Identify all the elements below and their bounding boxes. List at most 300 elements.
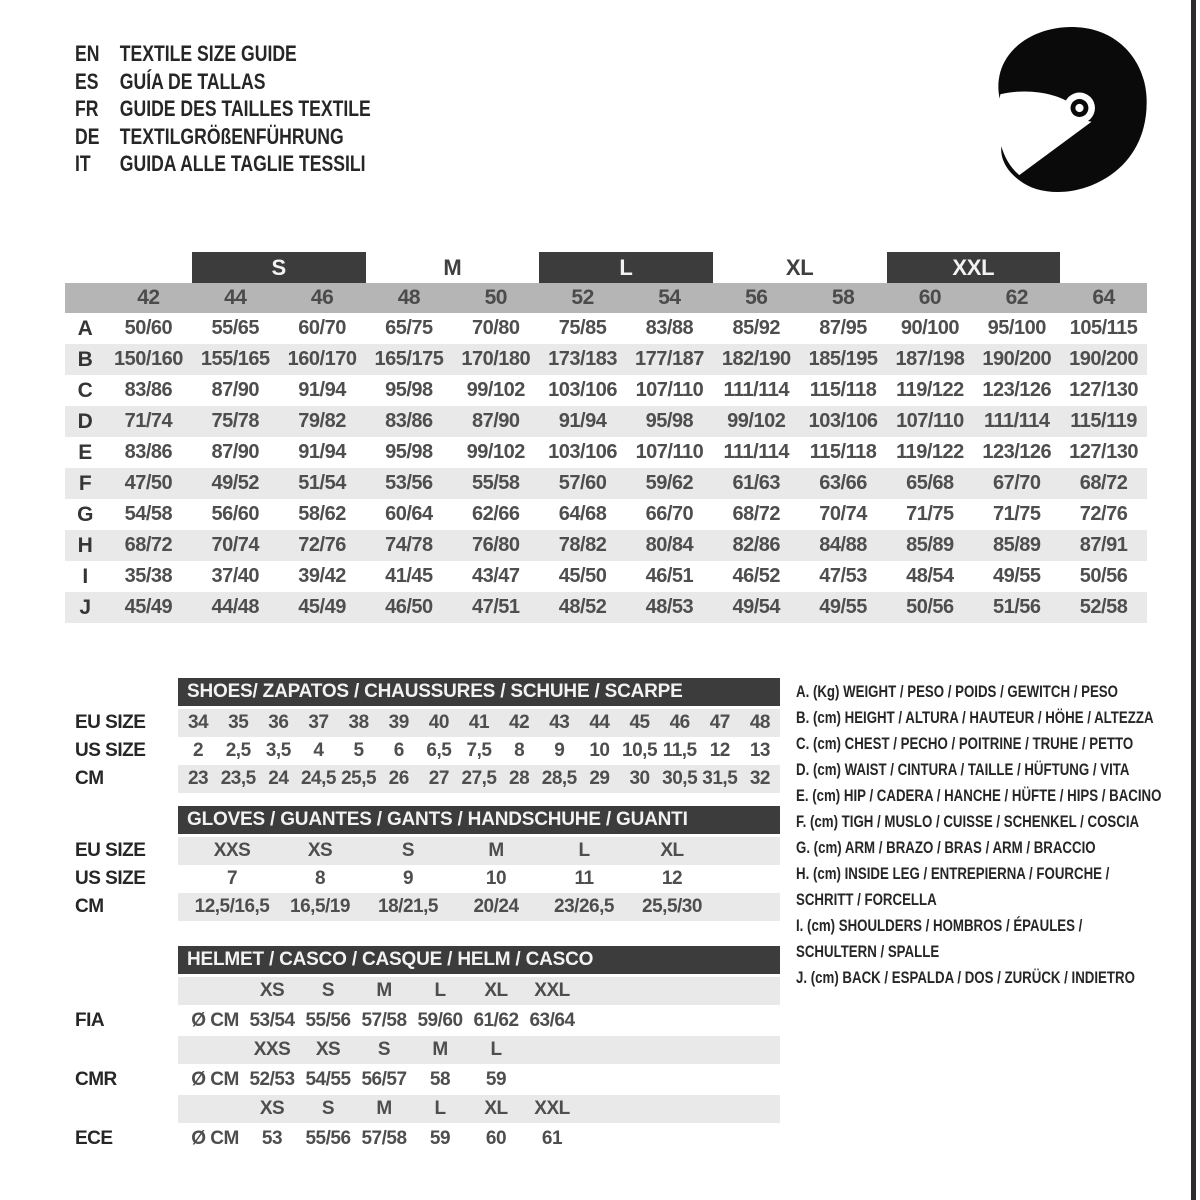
row-letter: F: [78, 471, 92, 495]
measurement-rows: [65, 313, 1147, 623]
table-cell: 42: [509, 712, 530, 733]
table-cell: 53/56: [385, 472, 433, 494]
legend-item: [796, 705, 1161, 731]
row-letter: I: [82, 564, 88, 588]
shoes-size-table: [75, 678, 780, 793]
table-cell: 51/56: [992, 596, 1041, 618]
row-cells: [178, 977, 780, 1005]
row-cells: [178, 765, 780, 793]
table-cell: 59: [429, 1127, 451, 1149]
table-cell: 2,5: [225, 740, 251, 761]
table-cell: 83/86: [124, 379, 173, 401]
table-cell: 78/82: [558, 534, 607, 556]
table-cell: 12,5/16,5: [194, 896, 270, 917]
standard-label: ECE: [75, 1127, 113, 1149]
row-cells: [178, 1123, 780, 1154]
table-cell: 127/130: [1069, 379, 1138, 401]
table-cell: 84/88: [819, 534, 867, 556]
diameter-label: Ø CM: [191, 1127, 239, 1149]
table-cell: XL: [484, 980, 508, 1001]
table-cell: 34: [187, 712, 209, 733]
table-cell: 91/94: [558, 410, 607, 432]
table-cell: 10,5: [622, 740, 658, 761]
table-cell: 62/66: [471, 503, 520, 525]
legend-line: SCHULTERN / SPALLE: [796, 942, 940, 961]
table-cell: 83/86: [385, 410, 433, 432]
legend-line: D. (cm) WAIST / CINTURA / TAILLE / HÜFTUNG / VITA: [796, 760, 1130, 779]
racing-helmet-icon: [973, 22, 1155, 194]
standard-label: FIA: [75, 1009, 105, 1031]
visor-pivot-center: [1075, 104, 1083, 112]
table-row: [65, 561, 1147, 592]
size-column-header: 60: [918, 286, 942, 309]
table-cell: 58/62: [298, 503, 346, 525]
table-cell: 115/118: [809, 441, 877, 463]
table-cell: XS: [307, 840, 333, 861]
row-letter: D: [77, 409, 93, 433]
table-cell: 187/198: [895, 348, 965, 370]
table-cell: 32: [749, 768, 770, 789]
helmet-size-row: [75, 1036, 780, 1064]
size-column-header: 62: [1005, 286, 1028, 309]
table-cell: M: [376, 1098, 392, 1119]
table-cell: 90/100: [900, 317, 959, 339]
table-cell: 54/58: [124, 503, 173, 525]
table-cell: 177/187: [635, 348, 704, 370]
table-cell: L: [434, 980, 446, 1001]
language-row: [75, 95, 371, 123]
table-cell: 13: [749, 740, 770, 761]
table-cell: 45: [629, 712, 650, 733]
size-number-row: [65, 283, 1147, 313]
table-cell: 91/94: [298, 441, 346, 463]
table-cell: 47/50: [124, 472, 173, 494]
table-cell: XL: [484, 1098, 508, 1119]
table-cell: 60/64: [385, 503, 433, 525]
table-cell: 85/89: [992, 534, 1041, 556]
table-cell: 182/190: [721, 348, 791, 370]
table-cell: 107/110: [635, 441, 704, 463]
table-cell: 123/126: [982, 379, 1052, 401]
table-cell: 39/42: [298, 565, 346, 587]
table-cell: 53: [261, 1127, 283, 1149]
table-cell: 59/60: [417, 1009, 463, 1031]
table-cell: 10: [485, 868, 507, 889]
row-cells: [178, 1064, 780, 1095]
table-cell: 25,5/30: [642, 896, 702, 917]
legend-item: [796, 861, 1161, 913]
table-cell: 95/98: [385, 441, 433, 463]
size-column-header: 46: [310, 286, 334, 309]
legend-item: [796, 679, 1161, 705]
table-cell: M: [488, 840, 504, 861]
table-cell: 70/74: [211, 534, 260, 556]
table-row: [65, 344, 1147, 375]
language-code: IT: [75, 151, 91, 176]
row-label: [75, 1095, 178, 1123]
table-cell: 63/66: [819, 472, 867, 494]
helmet-table-rows: [75, 977, 780, 1154]
table-cell: 46: [669, 712, 690, 733]
table-cell: 105/115: [1069, 317, 1138, 339]
table-cell: 46/52: [732, 565, 781, 587]
table-cell: 47: [709, 712, 730, 733]
table-cell: XXS: [213, 840, 251, 861]
table-cell: 61/62: [473, 1009, 519, 1031]
language-label: GUÍA DE TALLAS: [119, 68, 266, 94]
language-code: FR: [75, 96, 99, 121]
table-cell: 82/86: [732, 534, 781, 556]
table-cell: 46/50: [385, 596, 433, 618]
table-row: [65, 406, 1147, 437]
size-band-s: S: [192, 252, 366, 283]
legend-item: [796, 809, 1161, 835]
table-cell: 41/45: [385, 565, 433, 587]
table-cell: 45/49: [124, 596, 173, 618]
table-cell: 190/200: [1069, 348, 1138, 370]
table-cell: 95/100: [987, 317, 1046, 339]
table-cell: 35/38: [124, 565, 173, 587]
table-cell: 52/53: [249, 1068, 295, 1090]
table-cell: 36: [268, 712, 289, 733]
table-cell: 28: [509, 768, 530, 789]
row-label: CM: [75, 768, 104, 789]
table-row: [75, 837, 780, 865]
row-cells: [178, 1005, 780, 1036]
table-row: [65, 468, 1147, 499]
table-cell: 50/60: [124, 317, 173, 339]
table-cell: 49/55: [819, 596, 867, 618]
table-cell: 48/53: [645, 596, 694, 618]
table-cell: 37/40: [211, 565, 260, 587]
language-label: TEXTILE SIZE GUIDE: [119, 41, 297, 66]
page-edge-line: [1191, 0, 1196, 1200]
standard-label: CMR: [75, 1068, 117, 1090]
table-cell: 55/58: [471, 472, 520, 494]
table-cell: 63/64: [529, 1009, 575, 1031]
table-cell: 27: [428, 768, 449, 789]
table-cell: 44/48: [211, 596, 260, 618]
row-label: [75, 977, 178, 1005]
legend-item: [796, 731, 1161, 757]
size-band-xxl: XXL: [887, 252, 1061, 283]
table-cell: [186, 1036, 244, 1064]
table-cell: 30,5: [662, 768, 698, 789]
table-cell: 59/62: [645, 472, 694, 494]
table-cell: 41: [468, 712, 490, 733]
size-column-header: 52: [571, 286, 594, 309]
table-cell: 70/80: [471, 317, 520, 339]
table-cell: 53/54: [249, 1009, 295, 1031]
size-column-header: 48: [397, 286, 421, 309]
size-column-header: 44: [224, 286, 247, 309]
table-cell: 57/58: [361, 1127, 407, 1149]
table-cell: 7: [226, 868, 238, 889]
table-cell: 49/52: [211, 472, 260, 494]
table-cell: S: [321, 980, 335, 1001]
table-cell: 64/68: [558, 503, 607, 525]
table-cell: 111/114: [723, 441, 789, 463]
table-cell: 38: [348, 712, 369, 733]
table-cell: 160/170: [287, 348, 357, 370]
language-label: TEXTILGRÖßENFÜHRUNG: [119, 123, 344, 149]
table-row: [75, 765, 780, 793]
row-label: US SIZE: [75, 868, 146, 889]
legend-line: F. (cm) TIGH / MUSLO / CUISSE / SCHENKEL / COSCIA: [796, 812, 1140, 831]
table-cell: 170/180: [461, 348, 531, 370]
table-cell: XS: [259, 980, 285, 1001]
table-cell: 35: [228, 712, 249, 733]
table-cell: 24,5: [300, 768, 336, 789]
table-cell: 79/82: [298, 410, 346, 432]
language-code: DE: [75, 123, 100, 149]
table-cell: 25,5: [341, 768, 377, 789]
table-cell: 87/95: [819, 317, 867, 339]
table-cell: 28,5: [541, 768, 577, 789]
table-cell: 99/102: [466, 441, 525, 463]
table-cell: 6,5: [426, 740, 452, 761]
table-cell: [186, 977, 244, 1005]
table-cell: [186, 1095, 244, 1123]
row-label: US SIZE: [75, 740, 146, 761]
table-cell: 30: [629, 768, 650, 789]
table-cell: [524, 1064, 580, 1095]
table-cell: 7,5: [466, 740, 492, 761]
language-list: [75, 40, 371, 178]
row-letter: E: [78, 440, 92, 464]
row-cells: [178, 709, 780, 737]
table-cell: 65/75: [385, 317, 433, 339]
table-cell: 111/114: [723, 379, 789, 401]
row-cells: [178, 1095, 780, 1123]
table-cell: 45/49: [298, 596, 346, 618]
table-cell: 23: [187, 768, 209, 789]
table-cell: 47/51: [471, 596, 520, 618]
table-cell: M: [432, 1039, 448, 1060]
legend-line: J. (cm) BACK / ESPALDA / DOS / ZURÜCK / INDIETRO: [796, 968, 1135, 987]
table-cell: 71/75: [906, 503, 954, 525]
table-cell: L: [490, 1039, 502, 1060]
row-letter: A: [77, 316, 93, 340]
size-band-m: M: [443, 254, 462, 280]
legend-line: B. (cm) HEIGHT / ALTURA / HAUTEUR / HÖHE / ALTEZZA: [796, 708, 1154, 727]
size-column-header: 56: [745, 286, 768, 309]
table-cell: 37: [308, 712, 329, 733]
helmet-value-row: [75, 1123, 780, 1154]
table-cell: 54/55: [305, 1068, 351, 1090]
table-row: [75, 865, 780, 893]
language-row: [75, 123, 371, 151]
helmet-size-row: [75, 1095, 780, 1123]
table-cell: 55/65: [211, 317, 260, 339]
table-cell: 3,5: [265, 740, 291, 761]
table-cell: 18/21,5: [378, 896, 438, 917]
legend-item: [796, 757, 1161, 783]
table-cell: 29: [589, 768, 610, 789]
table-cell: 60: [485, 1127, 507, 1149]
row-cells: [178, 737, 780, 765]
table-cell: 103/106: [808, 410, 878, 432]
table-cell: 23/26,5: [554, 896, 614, 917]
table-row: [65, 313, 1147, 344]
gloves-table-rows: [75, 837, 780, 921]
table-cell: 48: [749, 712, 770, 733]
table-cell: 83/88: [645, 317, 694, 339]
table-row: [65, 530, 1147, 561]
table-cell: 44: [589, 712, 610, 733]
legend-line: I. (cm) SHOULDERS / HOMBROS / ÉPAULES /: [796, 916, 1083, 935]
table-cell: XXS: [253, 1039, 291, 1060]
table-cell: M: [376, 980, 392, 1001]
table-cell: 9: [402, 868, 414, 889]
table-cell: 95/98: [385, 379, 433, 401]
table-cell: 65/68: [906, 472, 954, 494]
diameter-label: Ø CM: [191, 1009, 239, 1031]
table-cell: 185/195: [808, 348, 878, 370]
row-label: EU SIZE: [75, 840, 146, 861]
gloves-size-table: [75, 806, 780, 921]
row-letter: B: [77, 347, 93, 371]
language-label: GUIDE DES TAILLES TEXTILE: [119, 96, 371, 121]
legend-line: E. (cm) HIP / CADERA / HANCHE / HÜFTE / HIPS / BACINO: [796, 786, 1162, 805]
table-cell: 85/92: [732, 317, 781, 339]
helmet-size-table: [75, 946, 780, 1154]
table-cell: XXL: [534, 980, 570, 1001]
table-cell: [524, 1036, 580, 1064]
table-cell: 127/130: [1069, 441, 1138, 463]
table-cell: 95/98: [645, 410, 694, 432]
table-cell: 11,5: [662, 740, 697, 761]
table-cell: 107/110: [635, 379, 704, 401]
table-cell: 46/51: [645, 565, 694, 587]
size-band-l: L: [539, 252, 713, 283]
row-label: EU SIZE: [75, 712, 146, 733]
table-cell: 60/70: [298, 317, 346, 339]
table-cell: L: [578, 840, 590, 861]
table-cell: 87/90: [211, 379, 260, 401]
legend-line: SCHRITT / FORCELLA: [796, 890, 937, 909]
table-cell: 4: [313, 740, 324, 761]
table-cell: 31,5: [702, 768, 738, 789]
row-label: [75, 1036, 178, 1064]
table-cell: 111/114: [984, 410, 1050, 432]
table-cell: 115/118: [809, 379, 877, 401]
table-cell: 8: [514, 740, 525, 761]
shoes-table-rows: [75, 709, 780, 793]
table-cell: 68/72: [1079, 472, 1128, 494]
table-cell: 16,5/19: [290, 896, 350, 917]
table-cell: 83/86: [124, 441, 173, 463]
measurement-legend: [796, 679, 1161, 991]
table-cell: 56/57: [361, 1068, 407, 1090]
table-row: [65, 437, 1147, 468]
table-cell: 49/54: [732, 596, 781, 618]
table-cell: 74/78: [385, 534, 433, 556]
table-cell: XXL: [534, 1098, 570, 1119]
legend-line: H. (cm) INSIDE LEG / ENTREPIERNA / FOURCHE /: [796, 864, 1110, 883]
table-cell: 50/56: [1079, 565, 1128, 587]
table-cell: 59: [485, 1068, 507, 1090]
table-cell: 12: [709, 740, 730, 761]
table-cell: 23,5: [220, 768, 256, 789]
table-cell: 55/56: [305, 1009, 351, 1031]
size-column-header: 54: [658, 286, 681, 309]
table-cell: 68/72: [124, 534, 173, 556]
table-cell: 24: [268, 768, 289, 789]
table-cell: 45/50: [558, 565, 607, 587]
language-row: [75, 150, 371, 178]
helmet-table-header: HELMET / CASCO / CASQUE / HELM / CASCO: [178, 946, 780, 974]
language-code: ES: [75, 68, 99, 94]
table-row: [75, 893, 780, 921]
table-cell: 20/24: [473, 896, 519, 917]
legend-item: [796, 783, 1161, 809]
table-cell: 150/160: [114, 348, 183, 370]
table-cell: 76/80: [471, 534, 520, 556]
table-cell: 9: [554, 740, 565, 761]
table-row: [75, 737, 780, 765]
table-cell: 66/70: [645, 503, 694, 525]
helmet-value-row: [75, 1064, 780, 1095]
table-cell: 48/54: [906, 565, 954, 587]
row-letter: G: [77, 502, 93, 526]
helmet-value-row: [75, 1005, 780, 1036]
table-cell: 103/106: [548, 379, 617, 401]
table-cell: 40: [428, 712, 449, 733]
row-cells: [178, 865, 780, 893]
table-cell: 99/102: [466, 379, 525, 401]
table-cell: 67/70: [992, 472, 1041, 494]
table-cell: 61: [541, 1127, 563, 1149]
size-column-header: 58: [831, 286, 855, 309]
table-cell: 123/126: [982, 441, 1052, 463]
legend-line: C. (cm) CHEST / PECHO / POITRINE / TRUHE / PETTO: [796, 734, 1134, 753]
row-letter: C: [77, 378, 93, 402]
table-cell: 47/53: [819, 565, 867, 587]
table-cell: 58: [429, 1068, 451, 1090]
table-row: [65, 592, 1147, 623]
table-cell: 72/76: [298, 534, 346, 556]
textile-size-table: [65, 252, 1147, 623]
table-cell: 75/85: [558, 317, 607, 339]
table-cell: 107/110: [896, 410, 964, 432]
table-cell: 85/89: [906, 534, 954, 556]
table-cell: 87/90: [211, 441, 260, 463]
size-column-header: 50: [484, 286, 507, 309]
helmet-size-row: [75, 977, 780, 1005]
table-cell: 56/60: [211, 503, 260, 525]
table-cell: 39: [388, 712, 409, 733]
row-label: CM: [75, 896, 104, 917]
table-cell: 43: [549, 712, 570, 733]
table-cell: 99/102: [727, 410, 786, 432]
size-band-xl: XL: [785, 254, 814, 280]
table-cell: 43/47: [471, 565, 520, 587]
row-cells: [178, 837, 780, 865]
table-cell: 155/165: [200, 348, 270, 370]
table-cell: S: [377, 1039, 391, 1060]
row-letter: J: [79, 595, 91, 619]
language-code: EN: [75, 41, 100, 66]
table-cell: XL: [660, 840, 684, 861]
table-cell: 49/55: [992, 565, 1041, 587]
table-cell: XS: [315, 1039, 341, 1060]
table-cell: 52/58: [1079, 596, 1128, 618]
table-cell: 173/183: [548, 348, 617, 370]
table-cell: 8: [314, 868, 326, 889]
table-cell: 11: [574, 868, 594, 889]
row-letter: H: [77, 533, 93, 557]
